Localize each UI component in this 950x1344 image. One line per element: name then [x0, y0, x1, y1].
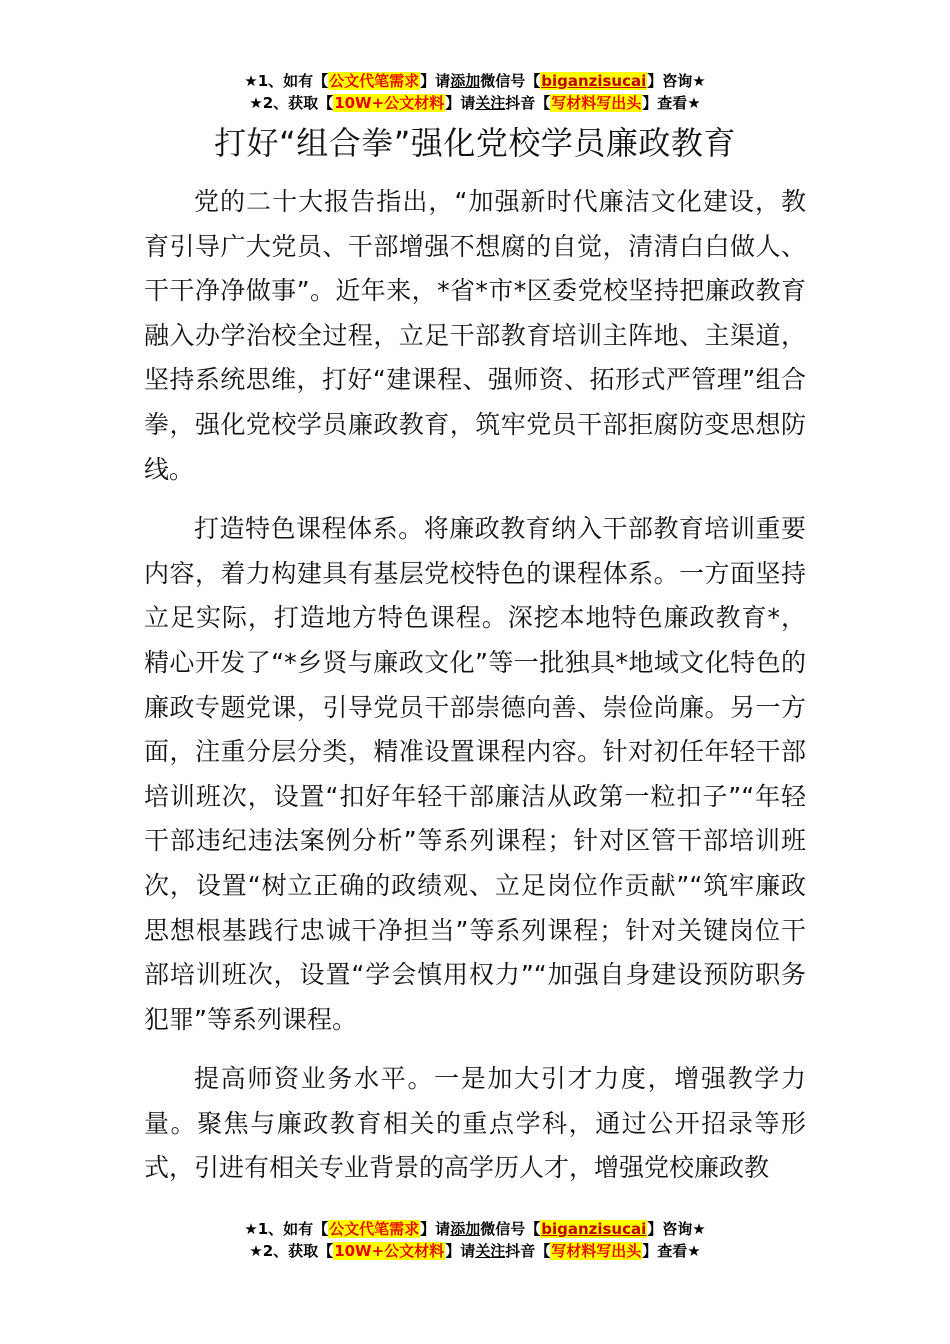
highlight-ghostwriting: 公文代笔需求: [329, 72, 420, 90]
banner-line-2: ★2、获取【10W+公文材料】请关注抖音【写材料写出头】查看★: [249, 94, 701, 112]
highlight-douyin: 写材料写出头: [551, 94, 642, 112]
highlight-douyin: 写材料写出头: [551, 1242, 642, 1260]
paragraph-teachers: 提高师资业务水平。一是加大引才力度，增强教学力量。聚焦与廉政教育相关的重点学科，通过公开招录等形式，引进有相关专业背景的高学历人才，增强党校廉政教: [144, 1064, 806, 1183]
footer-banner: [0, 1218, 950, 1262]
document-title: 打好“组合拳”强化党校学员廉政教育: [214, 124, 736, 162]
highlight-materials: 10W+公文材料: [334, 1242, 445, 1260]
banner-line-1: ★1、如有【公文代笔需求】请添加微信号【biganzisucai】咨询★: [244, 72, 706, 90]
header-banner: [0, 70, 950, 114]
footer-line-1: ★1、如有【公文代笔需求】请添加微信号【biganzisucai】咨询★: [244, 1220, 706, 1238]
highlight-wechat-id: biganzisucai: [541, 1220, 647, 1238]
paragraph-intro: 党的二十大报告指出，“加强新时代廉洁文化建设，教育引导广大党员、干部增强不想腐的自觉，清清白白做人、干干净净做事”。近年来，*省*市*区委党校坚持把廉政教育融入办学治校全过程，立足干部教育培训主阵地、主渠道，坚持系统思维，打好“建课程、强师资、拓形式严管理”组合拳，强化党校学员廉政教育，筑牢党员干部拒腐防变思想防线。: [144, 187, 806, 484]
paragraph-courses: 打造特色课程体系。将廉政教育纳入干部教育培训重要内容，着力构建具有基层党校特色的课程体系。一方面坚持立足实际，打造地方特色课程。深挖本地特色廉政教育*，精心开发了“*乡贤与廉政文化”等一批独具*地域文化特色的廉政专题党课，引导党员干部崇德向善、崇俭尚廉。另一方面，注重分层分类，精准设置课程内容。针对初任年轻干部培训班次，设置“扣好年轻干部廉洁从政第一粒扣子”“年轻干部违纪违法案例分析”等系列课程；针对区管干部培训班次，设置“树立正确的政绩观、立足岗位作贡献”“筑牢廉政思想根基践行忠诚干净担当”等系列课程；针对关键岗位干部培训班次，设置“学会慎用权力”“加强自身建设预防职务犯罪”等系列课程。: [144, 514, 806, 1034]
highlight-ghostwriting: 公文代笔需求: [329, 1220, 420, 1238]
document-body: [144, 180, 806, 1206]
footer-line-2: ★2、获取【10W+公文材料】请关注抖音【写材料写出头】查看★: [249, 1242, 701, 1260]
highlight-materials: 10W+公文材料: [334, 94, 445, 112]
highlight-wechat-id: biganzisucai: [541, 72, 647, 90]
